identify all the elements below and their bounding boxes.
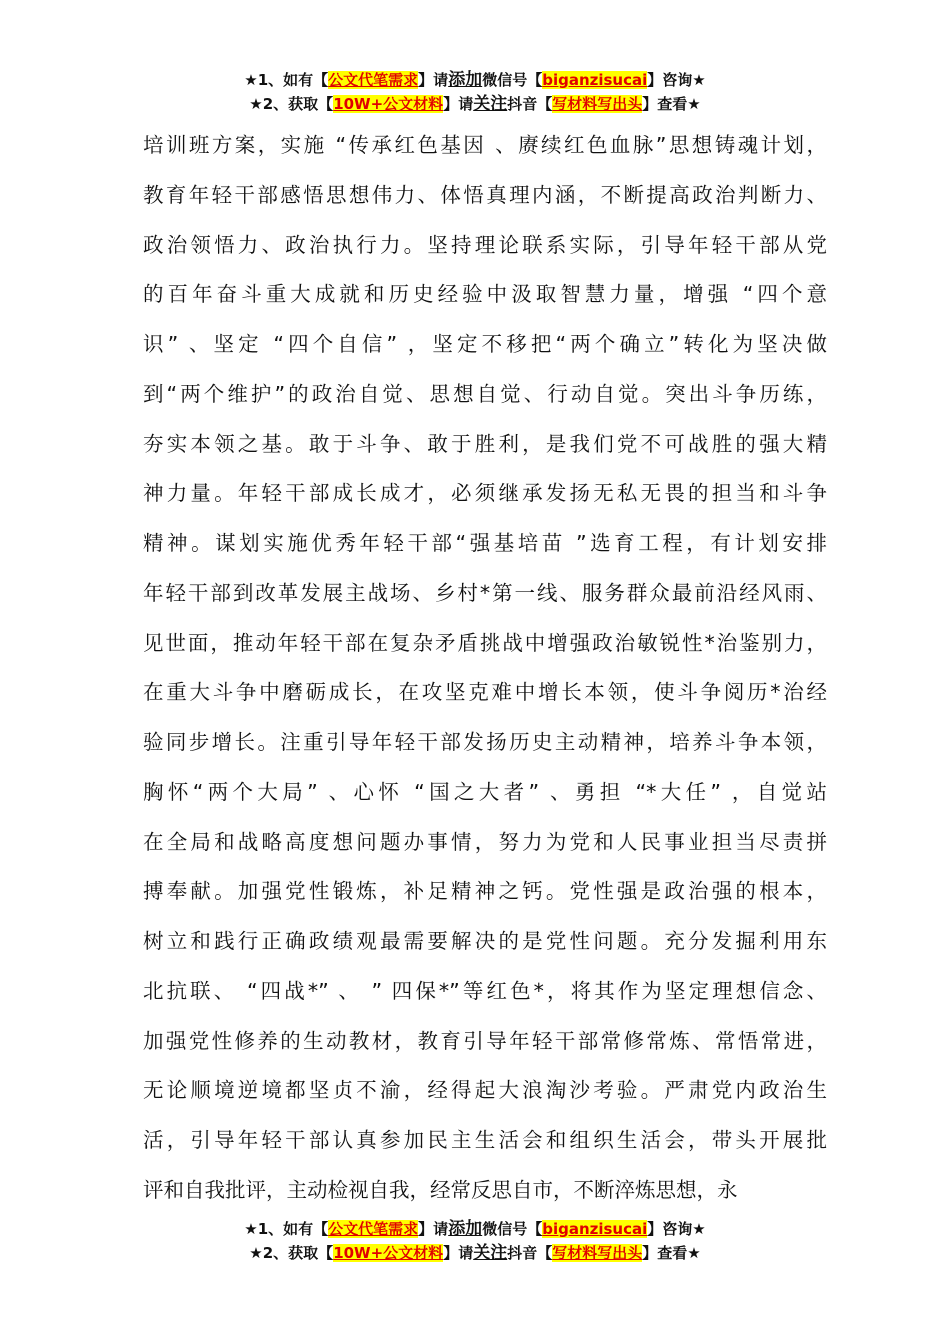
banner-text: ★2、获取【: [249, 95, 334, 113]
banner-underlined: 添加: [448, 1219, 483, 1239]
banner-line-2: [0, 92, 950, 116]
banner-text: 】查看★: [642, 1244, 701, 1262]
banner-text: 】查看★: [642, 95, 701, 113]
banner-text: ★1、如有【: [244, 71, 329, 89]
footer-banner: [0, 1217, 950, 1265]
banner-text: 】请: [443, 95, 474, 113]
text-line: 教育年轻干部感悟思想伟力、体悟真理内涵，不断提高政治判断力、: [143, 182, 827, 207]
banner-highlight: 写材料写出头: [552, 95, 643, 113]
text-line: 在全局和战略高度想问题办事情，努力为党和人民事业担当尽责拼: [143, 829, 827, 854]
text-line: 精神。谋划实施优秀年轻干部“强基培苗 ”选育工程，有计划安排: [143, 531, 827, 555]
text-line: 夯实本领之基。敢于斗争、敢于胜利，是我们党不可战胜的强大精: [143, 431, 827, 456]
banner-text: 抖音【: [507, 95, 553, 113]
banner-text: 】请: [418, 71, 449, 89]
text-line: 神力量。年轻干部成长成才，必须继承发扬无私无畏的担当和斗争: [143, 481, 827, 506]
text-line: 搏奉献。加强党性锻炼，补足精神之钙。党性强是政治强的根本，: [143, 879, 827, 904]
banner-highlight: 写材料写出头: [552, 1244, 643, 1262]
banner-underlined: 添加: [448, 70, 483, 90]
text-line: 培训班方案，实施 “传承红色基因 、赓续红色血脉”思想铸魂计划，: [143, 133, 827, 157]
text-line: 识” 、坚定 “四个自信” ，坚定不移把“两个确立”转化为坚决做: [143, 332, 827, 356]
text-line: 加强党性修养的生动教材，教育引导年轻干部常修常炼、常悟常进，: [143, 1028, 827, 1053]
text-line: 年轻干部到改革发展主战场、乡村*第一线、服务群众最前沿经风雨、: [143, 580, 827, 605]
text-line: 政治领悟力、政治执行力。坚持理论联系实际，引导年轻干部从党: [143, 232, 827, 257]
banner-line-2: [0, 1241, 950, 1265]
text-line: 验同步增长。注重引导年轻干部发扬历史主动精神，培养斗争本领，: [143, 730, 827, 754]
banner-highlight: 10W+公文材料: [333, 1244, 444, 1262]
banner-highlight: 公文代笔需求: [328, 1220, 419, 1238]
banner-underlined: 关注: [473, 94, 508, 114]
text-line: 北抗联、 “四战*” 、 ” 四保*”等红色*，将其作为坚定理想信念、: [143, 978, 827, 1003]
text-line: 胸怀“两个大局” 、心怀 “国之大者” 、勇担 “*大任” ，自觉站: [143, 779, 827, 804]
banner-highlight: biganzisucai: [542, 1220, 648, 1238]
text-line: 的百年奋斗重大成就和历史经验中汲取智慧力量，增强 “四个意: [143, 282, 827, 307]
banner-highlight: 10W+公文材料: [333, 95, 444, 113]
banner-text: ★1、如有【: [244, 1220, 329, 1238]
document-body: [143, 128, 827, 1223]
text-line: 树立和践行正确政绩观最需要解决的是党性问题。充分发掘利用东: [143, 929, 827, 953]
banner-line-1: [0, 68, 950, 92]
text-line: 在重大斗争中磨砺成长，在攻坚克难中增长本领，使斗争阅历*治经: [143, 680, 827, 705]
banner-highlight: 公文代笔需求: [328, 71, 419, 89]
header-banner: [0, 68, 950, 116]
banner-text: ★2、获取【: [249, 1244, 334, 1262]
banner-underlined: 关注: [473, 1243, 508, 1263]
text-line: 到“两个维护”的政治自觉、思想自觉、行动自觉。突出斗争历练，: [143, 381, 827, 406]
banner-text: 微信号【: [482, 71, 543, 89]
banner-text: 微信号【: [482, 1220, 543, 1238]
text-line: 见世面，推动年轻干部在复杂矛盾挑战中增强政治敏锐性*治鉴别力，: [143, 630, 827, 655]
text-line: 无论顺境逆境都坚贞不渝，经得起大浪淘沙考验。严肃党内政治生: [143, 1078, 827, 1103]
banner-text: 】咨询★: [647, 1220, 706, 1238]
text-line: 活，引导年轻干部认真参加民主生活会和组织生活会，带头开展批: [143, 1128, 827, 1152]
banner-highlight: biganzisucai: [542, 71, 648, 89]
banner-text: 】请: [418, 1220, 449, 1238]
banner-text: 抖音【: [507, 1244, 553, 1262]
banner-text: 】请: [443, 1244, 474, 1262]
banner-line-1: [0, 1217, 950, 1241]
text-line: 评和自我批评，主动检视自我，经常反思自市，不断淬炼思想，永: [143, 1177, 738, 1202]
banner-text: 】咨询★: [647, 71, 706, 89]
